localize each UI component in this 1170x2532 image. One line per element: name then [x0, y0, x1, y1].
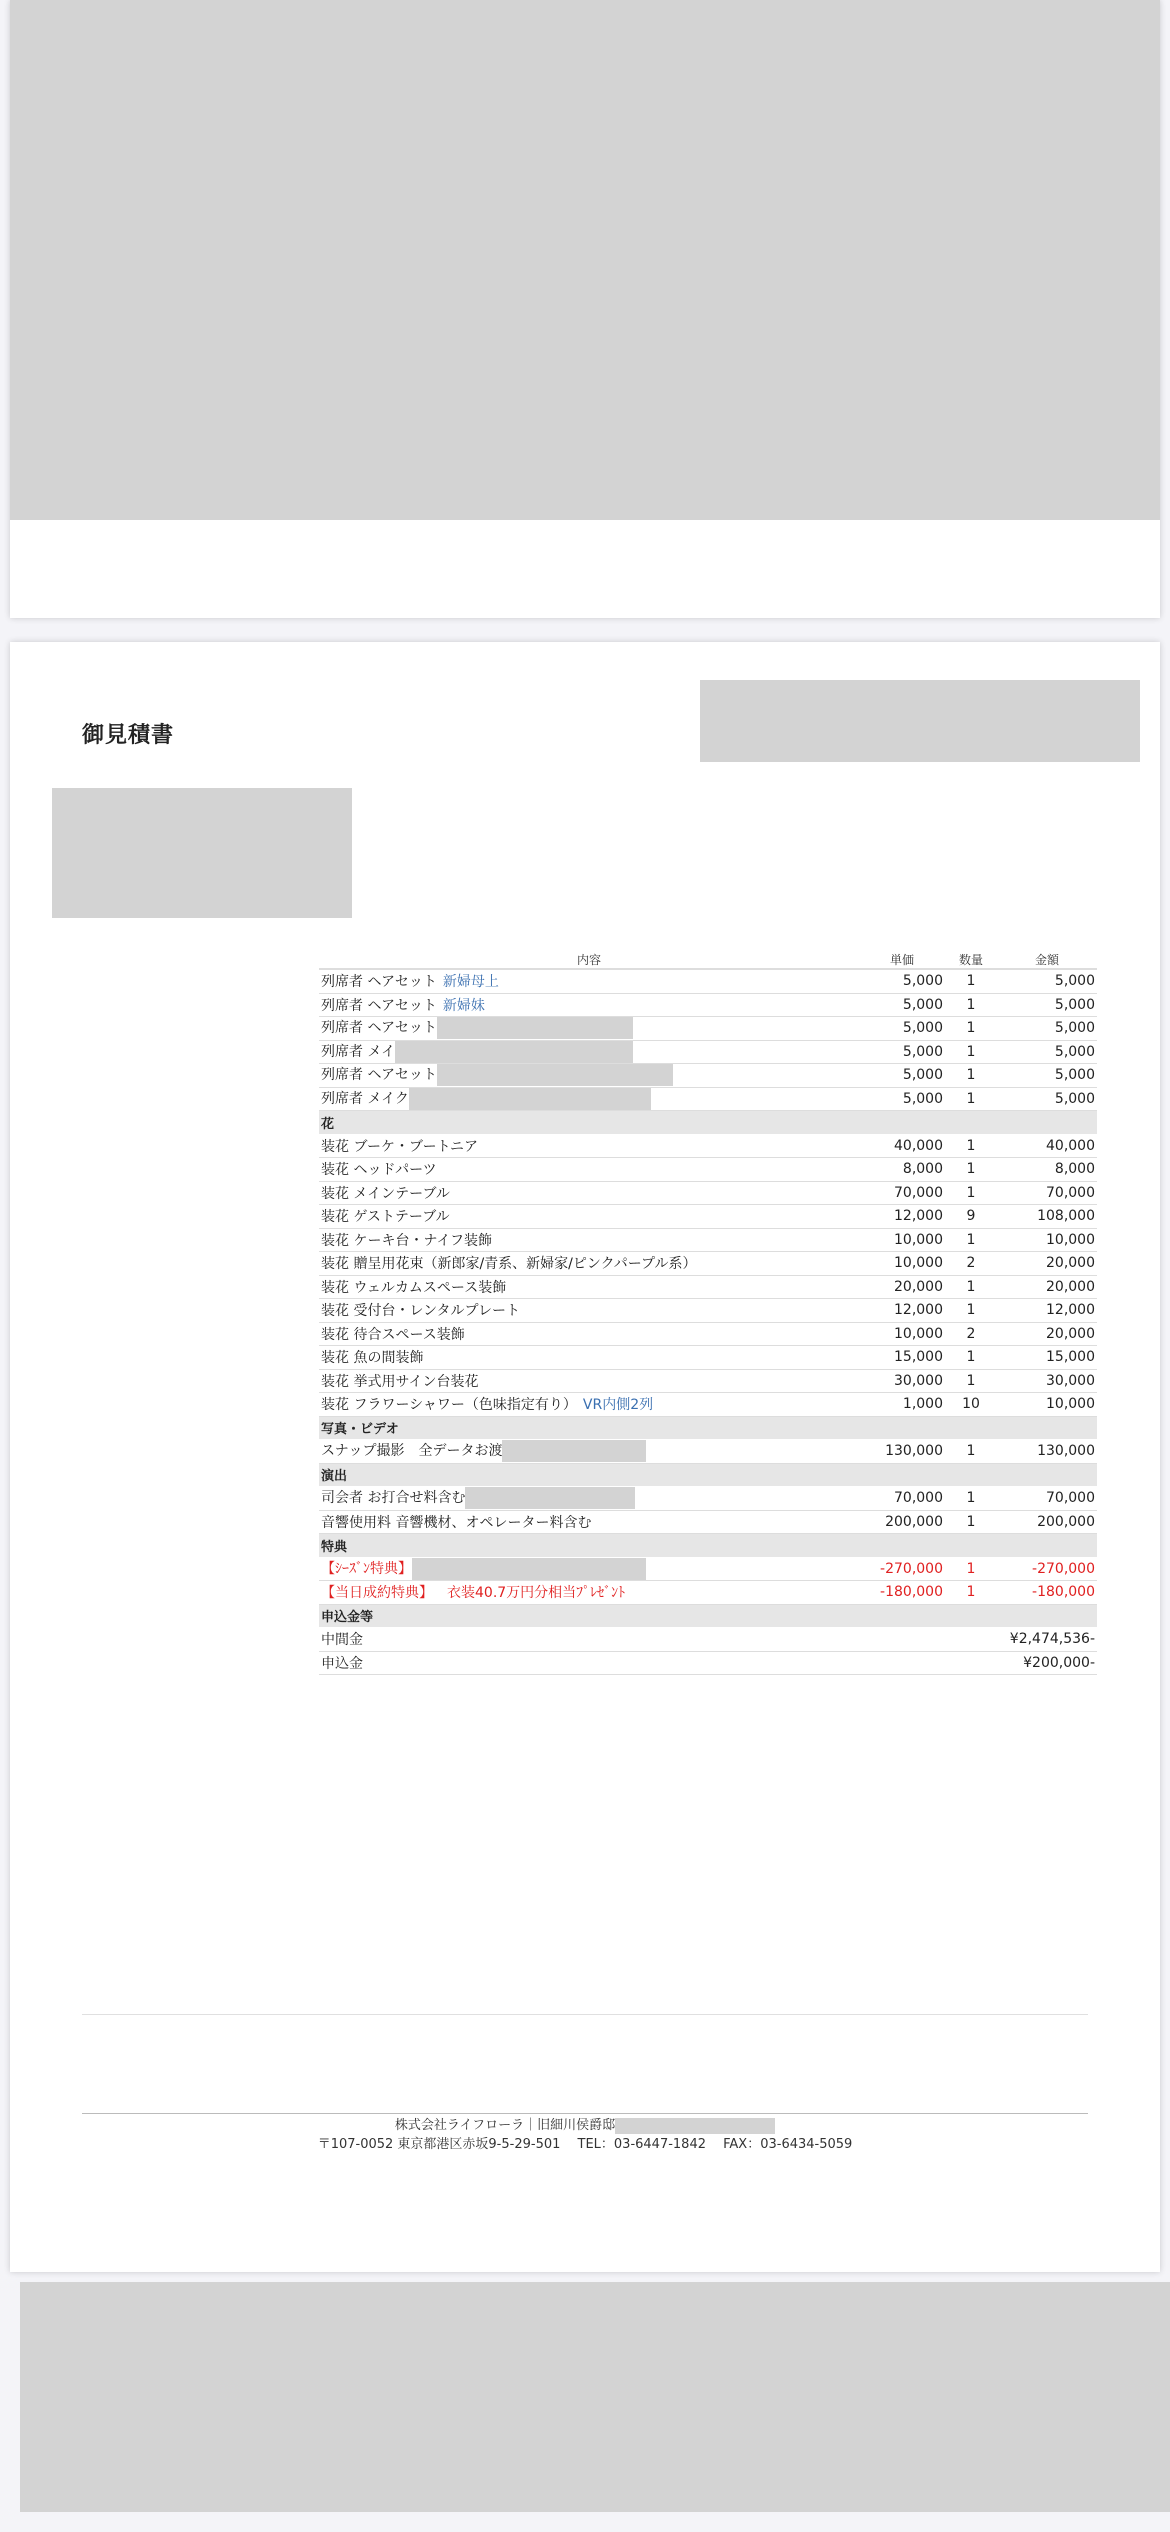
quantity: 2 [945, 1322, 997, 1346]
total-label: 申込金 [319, 1651, 997, 1675]
unit-price: 70,000 [859, 1487, 945, 1511]
amount: 200,000 [997, 1510, 1097, 1534]
col-content: 内容 [319, 950, 859, 969]
item-text: 【当日成約特典】 [321, 1585, 433, 1602]
item-content [319, 1228, 859, 1252]
amount: 20,000 [997, 1252, 1097, 1276]
item-text: 装花 贈呈用花束（新郎家/青系、新婦家/ピンクパープル系） [321, 1256, 697, 1273]
item-note: 新婦母上 [442, 974, 499, 991]
footer [82, 2116, 1088, 2154]
footer-divider [82, 2113, 1088, 2114]
quantity: 1 [945, 969, 997, 993]
item-content [319, 1299, 859, 1323]
amount: -270,000 [997, 1557, 1097, 1581]
amount: 12,000 [997, 1299, 1097, 1323]
unit-price: 12,000 [859, 1299, 945, 1323]
redacted-text [412, 1558, 646, 1580]
quantity: 1 [945, 1064, 997, 1088]
item-content [319, 1440, 859, 1464]
section-row [319, 1604, 1097, 1628]
quantity: 1 [945, 1557, 997, 1581]
item-text: 装花 ウェルカムスペース装飾 [321, 1279, 507, 1296]
quantity: 1 [945, 1369, 997, 1393]
item-content [319, 1064, 859, 1088]
quantity: 1 [945, 1134, 997, 1158]
quantity: 1 [945, 1017, 997, 1041]
redacted-text [437, 1017, 633, 1039]
item-text: 列席者 ヘアセット [321, 974, 437, 991]
table-row [319, 1299, 1097, 1323]
unit-price: 10,000 [859, 1228, 945, 1252]
unit-price: 5,000 [859, 1017, 945, 1041]
quantity: 1 [945, 1581, 997, 1605]
amount: 5,000 [997, 1064, 1097, 1088]
quantity: 1 [945, 1346, 997, 1370]
total-label: 中間金 [319, 1628, 997, 1652]
table-row [319, 1487, 1097, 1511]
quantity: 1 [945, 1040, 997, 1064]
table-header [319, 950, 1097, 969]
item-content [319, 1510, 859, 1534]
footer-company: 株式会社ライフローラ｜旧細川侯爵邸 [394, 2118, 616, 2133]
col-amount: 金額 [997, 950, 1097, 969]
col-quantity: 数量 [945, 950, 997, 969]
item-content [319, 1205, 859, 1229]
unit-price: 20,000 [859, 1275, 945, 1299]
table-row [319, 1252, 1097, 1276]
previous-page [10, 0, 1160, 618]
item-content [319, 1134, 859, 1158]
unit-price: -270,000 [859, 1557, 945, 1581]
item-content [319, 1346, 859, 1370]
redacted-text [502, 1440, 646, 1462]
table-row [319, 1557, 1097, 1581]
quantity: 1 [945, 1440, 997, 1464]
item-text: 装花 ブーケ・ブートニア [321, 1138, 479, 1155]
table-row [319, 1440, 1097, 1464]
redacted-header-block [700, 680, 1140, 762]
unit-price: 10,000 [859, 1252, 945, 1276]
footer-divider [82, 2014, 1088, 2015]
item-text: 装花 受付台・レンタルプレート [321, 1303, 520, 1320]
section-label: 花 [319, 1111, 1097, 1135]
amount: 5,000 [997, 1017, 1097, 1041]
item-text: 列席者 ヘアセット [321, 1020, 437, 1037]
unit-price: 10,000 [859, 1322, 945, 1346]
item-text: 装花 魚の間装飾 [321, 1350, 424, 1367]
quantity: 2 [945, 1252, 997, 1276]
document-title: 御見積書 [82, 723, 175, 748]
quantity: 1 [945, 1299, 997, 1323]
unit-price: 8,000 [859, 1158, 945, 1182]
unit-price: 5,000 [859, 969, 945, 993]
redacted-text [465, 1487, 635, 1509]
amount: 20,000 [997, 1275, 1097, 1299]
total-amount: ¥200,000- [997, 1651, 1097, 1675]
amount: 108,000 [997, 1205, 1097, 1229]
table-row [319, 1581, 1097, 1605]
item-content [319, 1087, 859, 1111]
item-content [319, 1322, 859, 1346]
quantity: 1 [945, 1228, 997, 1252]
item-text: 装花 挙式用サイン台装花 [321, 1373, 479, 1390]
item-content [319, 1252, 859, 1276]
footer-address: 〒107-0052 東京都港区赤坂9-5-29-501 TEL：03-6447-1842 FAX：03-6434-5059 [317, 2137, 853, 2152]
section-row [319, 1534, 1097, 1558]
redacted-text [409, 1088, 651, 1110]
item-text: 音響使用料 音響機材、オペレーター料含む [321, 1514, 592, 1531]
quantity: 1 [945, 1087, 997, 1111]
item-text: 列席者 メイク [321, 1090, 409, 1107]
item-content [319, 1369, 859, 1393]
unit-price: 5,000 [859, 993, 945, 1017]
amount: 70,000 [997, 1181, 1097, 1205]
table-row [319, 1205, 1097, 1229]
section-label: 演出 [319, 1463, 1097, 1487]
table-row [319, 1228, 1097, 1252]
item-content [319, 969, 859, 993]
item-content [319, 1017, 859, 1041]
unit-price: 1,000 [859, 1393, 945, 1417]
total-row [319, 1628, 1097, 1652]
quantity: 1 [945, 1275, 997, 1299]
total-row [319, 1651, 1097, 1675]
item-content [319, 1275, 859, 1299]
footer-company-line [82, 2116, 1088, 2135]
amount: 70,000 [997, 1487, 1097, 1511]
item-content [319, 1040, 859, 1064]
amount: 5,000 [997, 1087, 1097, 1111]
amount: 10,000 [997, 1393, 1097, 1417]
item-text: スナップ撮影 全データお渡 [321, 1443, 503, 1460]
item-content [319, 1581, 859, 1605]
unit-price: 200,000 [859, 1510, 945, 1534]
amount: 5,000 [997, 1040, 1097, 1064]
unit-price: 40,000 [859, 1134, 945, 1158]
amount: 5,000 [997, 969, 1097, 993]
unit-price: 5,000 [859, 1040, 945, 1064]
table-row [319, 1369, 1097, 1393]
item-content [319, 1181, 859, 1205]
section-label: 申込金等 [319, 1604, 1097, 1628]
item-note: VR内側2列 [582, 1397, 654, 1414]
table-row [319, 1510, 1097, 1534]
table-row [319, 1181, 1097, 1205]
item-content [319, 1487, 859, 1511]
item-note: 衣装40.7万円分相当ﾌﾟﾚｾﾞﾝﾄ [447, 1585, 626, 1602]
amount: 5,000 [997, 993, 1097, 1017]
amount: 30,000 [997, 1369, 1097, 1393]
estimate-page [10, 642, 1160, 2272]
redacted-recipient-block [52, 788, 352, 918]
unit-price: 15,000 [859, 1346, 945, 1370]
amount: 10,000 [997, 1228, 1097, 1252]
redacted-area [10, 0, 1160, 520]
table-row [319, 1134, 1097, 1158]
unit-price: 5,000 [859, 1087, 945, 1111]
table-row [319, 1017, 1097, 1041]
item-text: 列席者 ヘアセット [321, 1067, 437, 1084]
unit-price: 30,000 [859, 1369, 945, 1393]
quantity: 1 [945, 1510, 997, 1534]
next-page-redacted [20, 2282, 1170, 2512]
unit-price: 5,000 [859, 1064, 945, 1088]
amount: 130,000 [997, 1440, 1097, 1464]
item-content [319, 993, 859, 1017]
item-text: 装花 待合スペース装飾 [321, 1326, 465, 1343]
amount: 40,000 [997, 1134, 1097, 1158]
table-row [319, 993, 1097, 1017]
table-row [319, 1275, 1097, 1299]
amount: 8,000 [997, 1158, 1097, 1182]
section-row [319, 1111, 1097, 1135]
item-content [319, 1158, 859, 1182]
item-text: 装花 メインテーブル [321, 1185, 450, 1202]
redacted-text [615, 2118, 775, 2134]
amount: 15,000 [997, 1346, 1097, 1370]
estimate-table [319, 950, 1097, 1675]
quantity: 10 [945, 1393, 997, 1417]
item-content [319, 1557, 859, 1581]
amount: -180,000 [997, 1581, 1097, 1605]
item-text: 装花 ヘッドパーツ [321, 1162, 437, 1179]
table-row [319, 969, 1097, 993]
item-text: 装花 ケーキ台・ナイフ装飾 [321, 1232, 493, 1249]
item-content [319, 1393, 859, 1417]
quantity: 1 [945, 1181, 997, 1205]
item-text: 装花 フラワーシャワー（色味指定有り） [321, 1397, 577, 1414]
table-row [319, 1158, 1097, 1182]
redacted-text [395, 1041, 633, 1063]
unit-price: 70,000 [859, 1181, 945, 1205]
quantity: 1 [945, 1487, 997, 1511]
item-note: 新婦妹 [442, 997, 485, 1014]
item-text: 装花 ゲストテーブル [321, 1209, 450, 1226]
item-text: 司会者 お打合せ料含む [321, 1490, 466, 1507]
col-unit-price: 単価 [859, 950, 945, 969]
item-text: 【ｼｰｽﾞﾝ特典】 [321, 1560, 412, 1577]
quantity: 1 [945, 993, 997, 1017]
section-row [319, 1416, 1097, 1440]
amount: 20,000 [997, 1322, 1097, 1346]
table-row [319, 1040, 1097, 1064]
table-row [319, 1064, 1097, 1088]
table-row [319, 1087, 1097, 1111]
table-row [319, 1393, 1097, 1417]
table-row [319, 1346, 1097, 1370]
section-label: 特典 [319, 1534, 1097, 1558]
section-row [319, 1463, 1097, 1487]
redacted-text [437, 1064, 673, 1086]
quantity: 9 [945, 1205, 997, 1229]
section-label: 写真・ビデオ [319, 1416, 1097, 1440]
item-text: 列席者 ヘアセット [321, 997, 437, 1014]
table-row [319, 1322, 1097, 1346]
unit-price: 130,000 [859, 1440, 945, 1464]
unit-price: -180,000 [859, 1581, 945, 1605]
total-amount: ¥2,474,536- [997, 1628, 1097, 1652]
item-text: 列席者 メイ [321, 1043, 396, 1060]
quantity: 1 [945, 1158, 997, 1182]
unit-price: 12,000 [859, 1205, 945, 1229]
